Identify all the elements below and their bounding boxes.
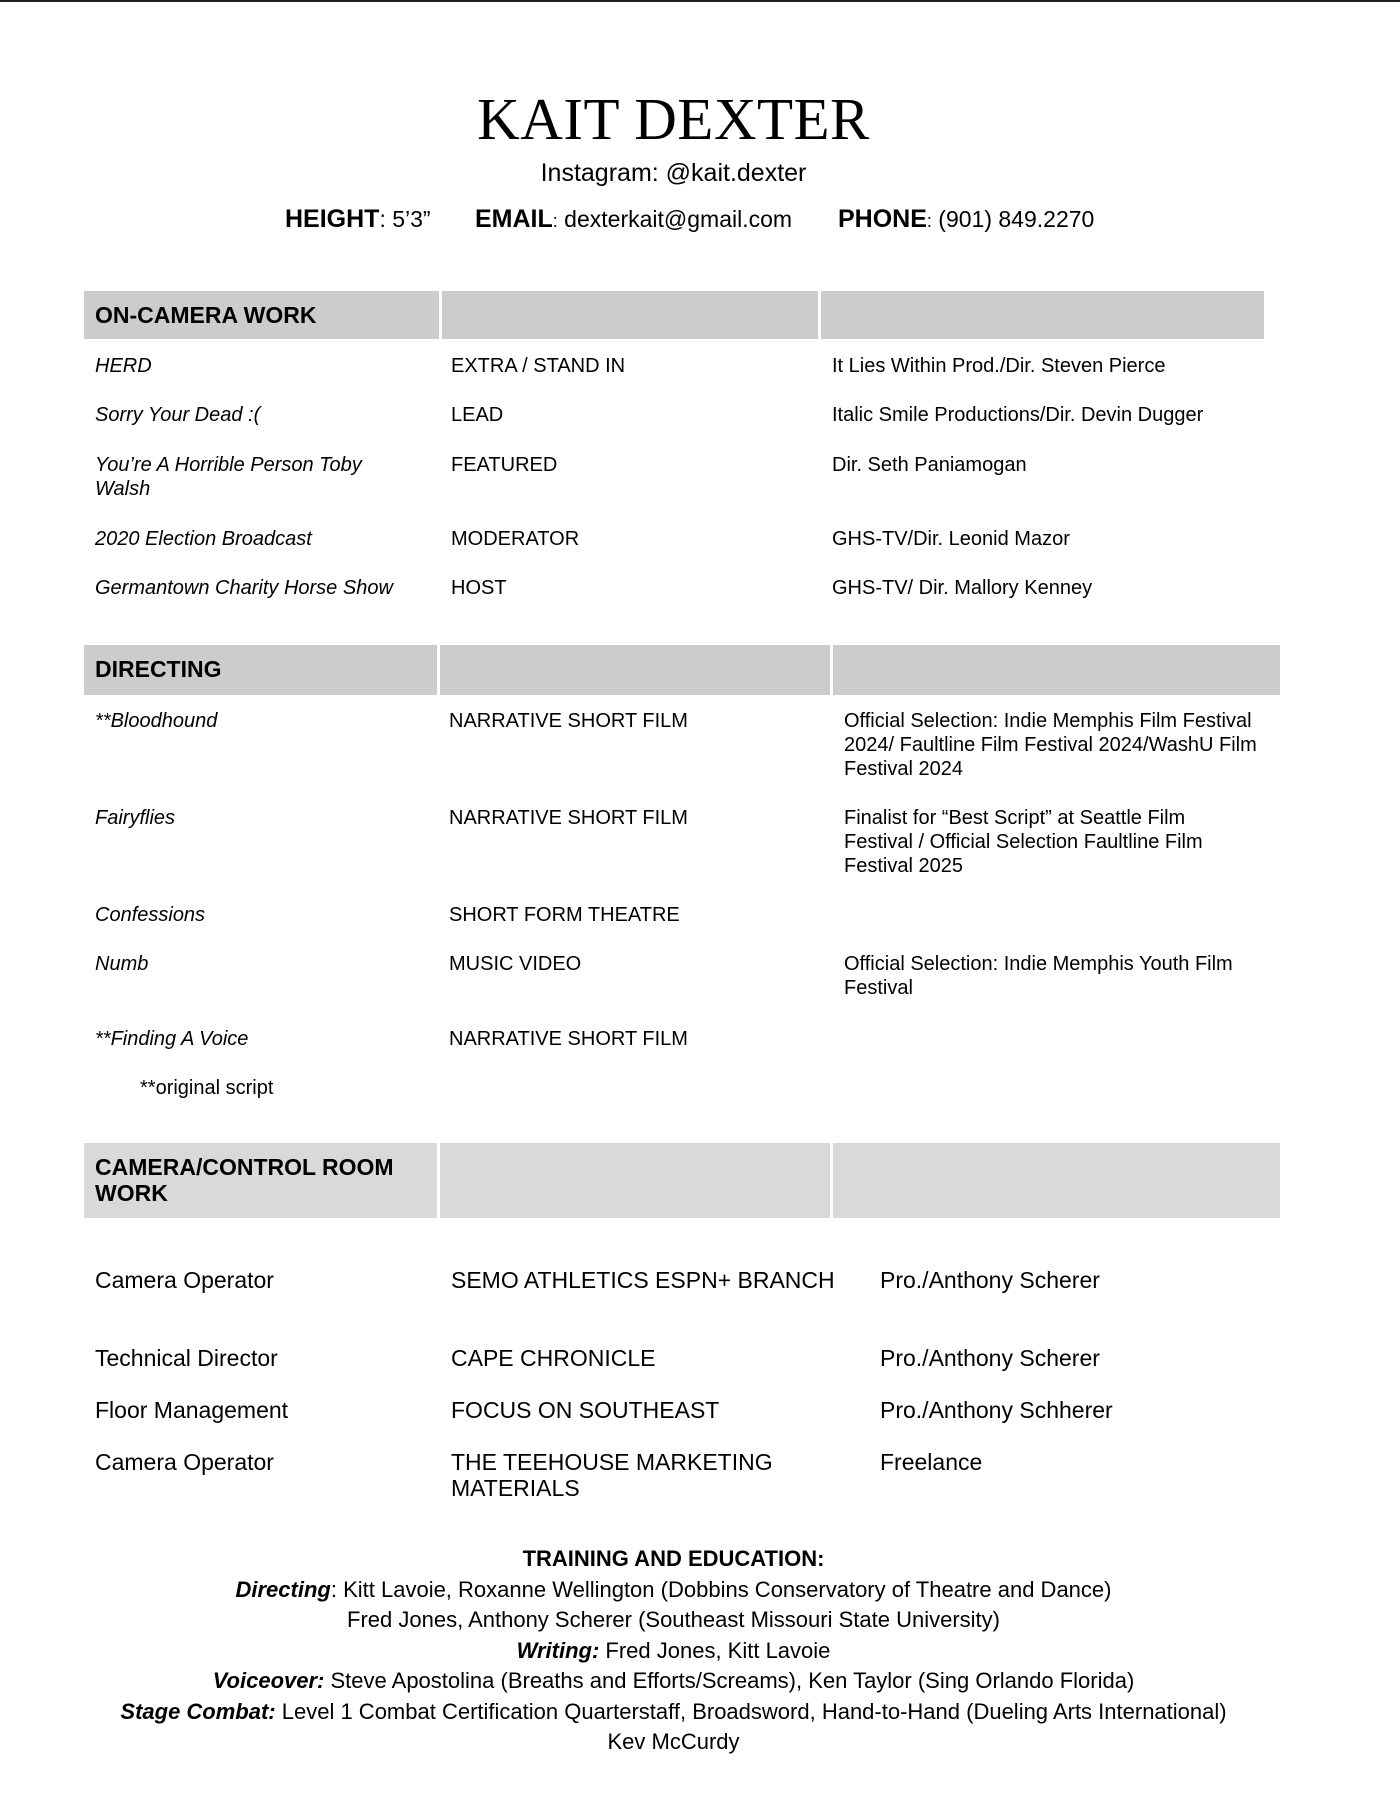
height-value: : 5’3” bbox=[379, 206, 431, 232]
directing-heading: DIRECTING bbox=[84, 645, 437, 695]
phone-label: PHONE bbox=[838, 205, 927, 233]
table-row: **Finding A Voice NARRATIVE SHORT FILM bbox=[95, 1028, 688, 1050]
top-border bbox=[0, 0, 1400, 2]
table-row: **Bloodhound NARRATIVE SHORT FILM Official Selection: Indie Memphis Film Festival 2024/ Faultline Film Festival 2024/WashU Film Festival 2024 bbox=[95, 710, 1257, 780]
table-row: Germantown Charity Horse Show HOST GHS-TV/ Dir. Mallory Kenney bbox=[95, 577, 1093, 599]
on-camera-heading: ON-CAMERA WORK bbox=[84, 291, 439, 339]
instagram-handle: Instagram: @kait.dexter bbox=[540, 159, 807, 187]
phone-info: PHONE: (901) 849.2270 bbox=[838, 205, 1095, 233]
email-label: EMAIL bbox=[475, 205, 553, 233]
table-row: Technical Director CAPE CHRONICLE Pro./Anthony Scherer bbox=[95, 1345, 1100, 1371]
table-row: Camera Operator SEMO ATHLETICS ESPN+ BRANCH Pro./Anthony Scherer bbox=[95, 1267, 1100, 1293]
email-info: EMAIL: dexterkait@gmail.com bbox=[475, 205, 793, 233]
table-row: Confessions SHORT FORM THEATRE bbox=[95, 904, 680, 926]
phone-value: (901) 849.2270 bbox=[931, 206, 1095, 232]
writing-label: Writing: bbox=[516, 1637, 600, 1663]
stage-combat-label: Stage Combat: bbox=[120, 1698, 276, 1724]
table-row: Floor Management FOCUS ON SOUTHEAST Pro./Anthony Schherer bbox=[95, 1397, 1113, 1423]
directing-label: Directing bbox=[235, 1576, 331, 1602]
footnote: **original script bbox=[140, 1077, 274, 1099]
training-section: TRAINING AND EDUCATION: Directing: Kitt Lavoie, Roxanne Wellington (Dobbins Conservatory of Theatre and Dance) Fred Jones, Anthony Scherer (Southeast Missouri State University) Writing: Fred Jones, Kitt Lavoie Voiceover: Steve Apostolina (Breaths and Efforts/Screams), Ken Taylor (Sing Orlando Florida) Stage Combat: Level 1 Combat Certification Quarterstaff, Broadsword, Hand-to-Hand (Dueling Arts International) Kev McCurdy bbox=[120, 1546, 1227, 1754]
voiceover-label: Voiceover: bbox=[212, 1668, 325, 1693]
table-row: Sorry Your Dead :( LEAD Italic Smile Productions/Dir. Devin Dugger bbox=[95, 404, 1204, 426]
directing-header-band bbox=[84, 645, 1280, 695]
on-camera-header-band bbox=[84, 291, 1264, 339]
height-label: HEIGHT bbox=[285, 205, 380, 233]
performer-name: KAIT DEXTER bbox=[477, 86, 870, 152]
training-heading: TRAINING AND EDUCATION: bbox=[522, 1546, 825, 1571]
table-row: You’re A Horrible Person Toby Walsh FEATURED Dir. Seth Paniamogan bbox=[95, 454, 1027, 500]
height-info bbox=[285, 205, 431, 233]
table-row: Camera Operator THE TEEHOUSE MARKETING MATERIALS Freelance bbox=[95, 1449, 983, 1501]
table-row: Fairyflies NARRATIVE SHORT FILM Finalist for “Best Script” at Seattle Film Festival / Official Selection Faultline Film Festival 2025 bbox=[95, 807, 1203, 877]
email-value: dexterkait@gmail.com bbox=[557, 206, 793, 232]
table-row: HERD EXTRA / STAND IN It Lies Within Prod./Dir. Steven Pierce bbox=[95, 355, 1166, 377]
table-row: Numb MUSIC VIDEO Official Selection: Indie Memphis Youth Film Festival bbox=[95, 953, 1233, 999]
camera-header-band bbox=[84, 1143, 1280, 1218]
camera-heading: CAMERA/CONTROL ROOM WORK bbox=[84, 1143, 437, 1218]
table-row: 2020 Election Broadcast MODERATOR GHS-TV/Dir. Leonid Mazor bbox=[95, 528, 1070, 550]
